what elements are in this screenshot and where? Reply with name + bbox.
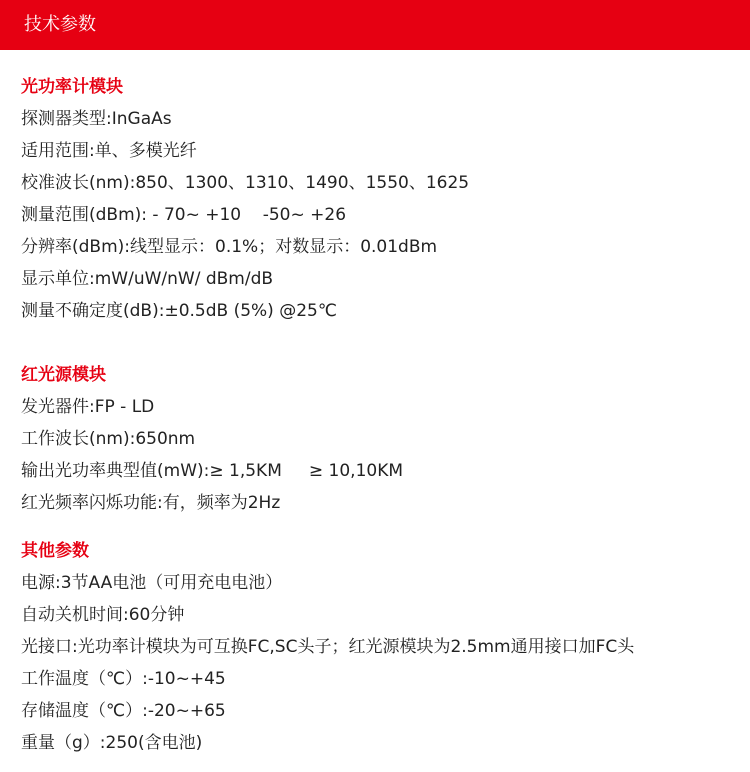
section-title-power-meter: 光功率计模块 — [21, 77, 123, 97]
spec-line: 输出光功率典型值(mW):≥ 1,5KM ≥ 10,10KM — [21, 461, 404, 481]
spec-line: 电源:3节AA电池（可用充电电池） — [21, 573, 283, 593]
page-title: 技术参数 — [24, 14, 96, 35]
section-title-other: 其他参数 — [21, 541, 89, 561]
spec-line: 发光器件:FP - LD — [21, 397, 155, 417]
spec-line: 测量范围(dBm): - 70~ +10 -50~ +26 — [21, 205, 347, 225]
spec-line: 显示单位:mW/uW/nW/ dBm/dB — [21, 269, 274, 289]
spec-line: 分辨率(dBm):线型显示：0.1%；对数显示：0.01dBm — [21, 237, 438, 257]
section-title-red-light: 红光源模块 — [21, 365, 106, 385]
spec-line: 工作温度（℃）:-10~+45 — [21, 669, 226, 689]
spec-line: 测量不确定度(dB):±0.5dB (5%) @25℃ — [21, 301, 337, 321]
section-header-bar — [0, 0, 750, 50]
spec-line: 探测器类型:InGaAs — [21, 109, 172, 129]
spec-line: 自动关机时间:60分钟 — [21, 605, 185, 625]
spec-line: 重量（g）:250(含电池) — [21, 733, 203, 753]
spec-line: 存储温度（℃）:-20~+65 — [21, 701, 226, 721]
spec-line: 红光频率闪烁功能:有，频率为2Hz — [21, 493, 281, 513]
spec-line: 工作波长(nm):650nm — [21, 429, 196, 449]
spec-line: 适用范围:单、多模光纤 — [21, 141, 197, 161]
spec-line: 校准波长(nm):850、1300、1310、1490、1550、1625 — [21, 173, 470, 193]
spec-line: 光接口:光功率计模块为可互换FC,SC头子；红光源模块为2.5mm通用接口加FC头 — [21, 637, 635, 657]
